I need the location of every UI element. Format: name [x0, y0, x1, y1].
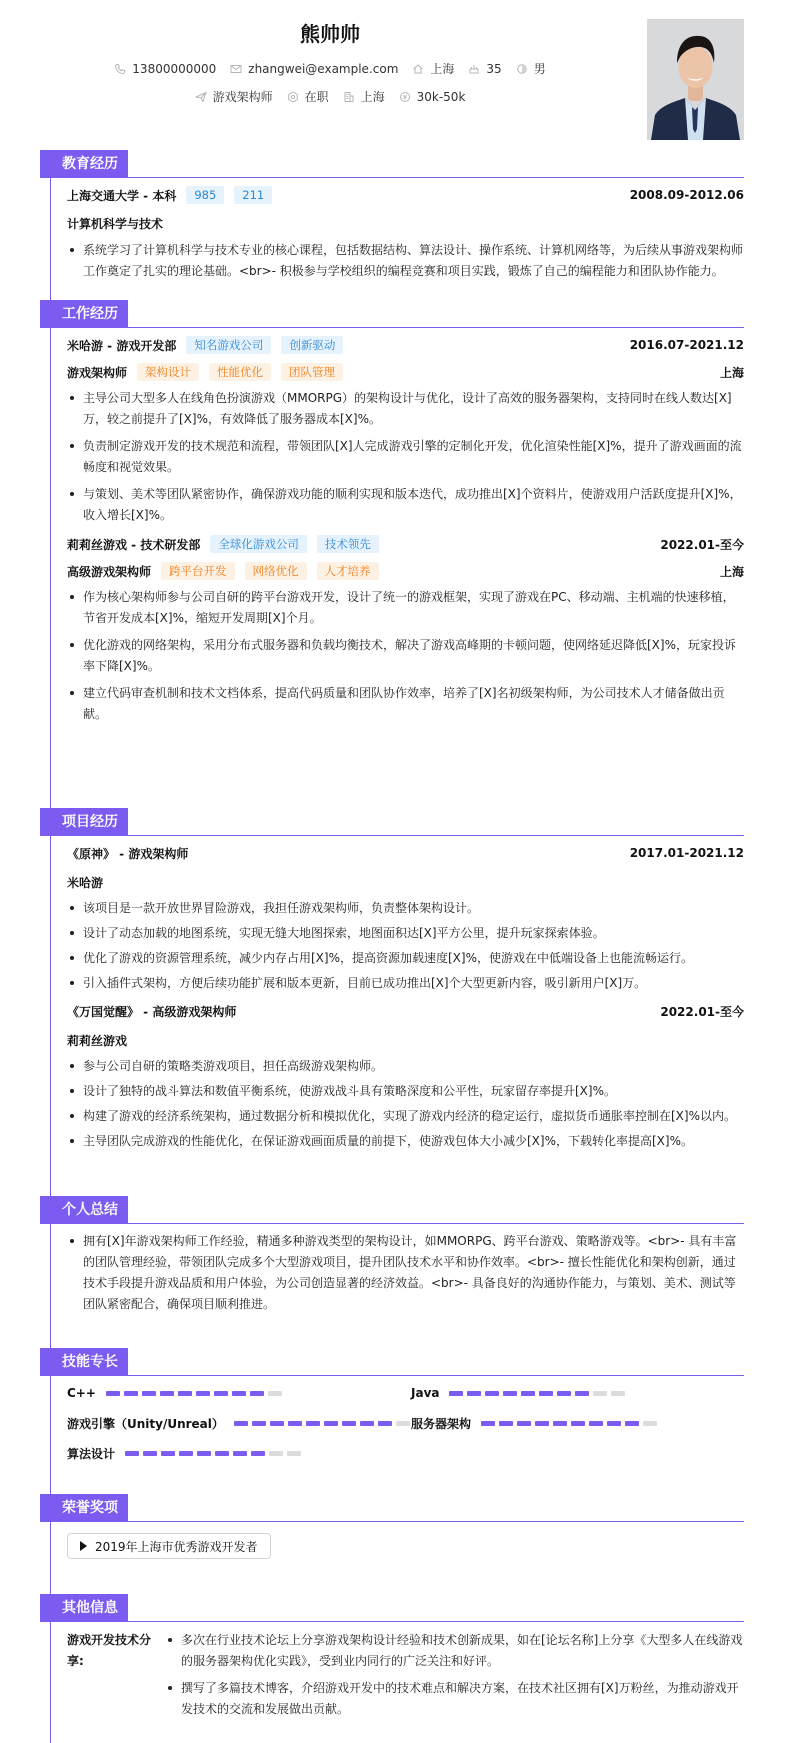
- skill-segment: [161, 1451, 175, 1456]
- other-entry: [67, 1630, 744, 1720]
- skill-item: [67, 1414, 411, 1432]
- education-title: 教育经历: [40, 150, 128, 178]
- major-name: 计算机科学与技术: [67, 216, 164, 231]
- skill-segment: [232, 1391, 246, 1396]
- projects-section: [40, 808, 744, 1152]
- skill-level-bar: [234, 1421, 410, 1426]
- skill-segment: [607, 1421, 621, 1426]
- skill-segment: [589, 1421, 603, 1426]
- skill-segment: [196, 1391, 210, 1396]
- job-role-row: [67, 363, 744, 381]
- role-tag: 跨平台开发: [161, 562, 235, 580]
- location-item: [412, 60, 454, 77]
- summary-bullets: [67, 1231, 744, 1315]
- company-tag: 技术领先: [317, 535, 379, 553]
- bullet-item: 作为核心架构师参与公司自研的跨平台游戏开发，设计了统一的游戏框架，实现了游戏在PC、移动端、主机端的快速移植，节省开发成本[X]%，缩短开发周期[X]个月。: [67, 587, 744, 629]
- company-tag: 全球化游戏公司: [210, 535, 307, 553]
- section-rule: [128, 1621, 744, 1622]
- skill-item: [411, 1384, 741, 1402]
- skill-segment: [360, 1421, 374, 1426]
- role-tag: 性能优化: [209, 363, 271, 381]
- skill-name: C++: [67, 1386, 96, 1400]
- project-row: [67, 1002, 744, 1020]
- skill-name: 算法设计: [67, 1446, 116, 1461]
- email-text: zhangwei@example.com: [248, 61, 399, 76]
- skill-level-bar: [449, 1391, 625, 1396]
- skill-segment: [214, 1391, 228, 1396]
- company-name: 米哈游 - 游戏开发部: [67, 338, 177, 353]
- job-target-item: [195, 88, 273, 105]
- skill-segment: [287, 1451, 301, 1456]
- projects-title: 项目经历: [40, 808, 128, 836]
- bullet-item: 设计了独特的战斗算法和数值平衡系统，使游戏战斗具有策略深度和公平性，玩家留存率提升[X]%。: [67, 1081, 744, 1102]
- status-icon: [287, 91, 299, 103]
- school-tag: 985: [186, 186, 224, 204]
- skill-item: [411, 1414, 741, 1432]
- skill-segment: [270, 1421, 284, 1426]
- skill-segment: [643, 1421, 657, 1426]
- bullet-item: 构建了游戏的经济系统架构，通过数据分析和模拟优化，实现了游戏内经济的稳定运行，虚拟货币通胀率控制在[X]%以内。: [67, 1106, 744, 1127]
- award-badge: [67, 1533, 271, 1559]
- role-name: 游戏架构师: [67, 365, 128, 380]
- candidate-name: 熊帅帅: [300, 22, 360, 46]
- project-bullets: [67, 898, 744, 994]
- skill-segment: [535, 1421, 549, 1426]
- skill-segment: [250, 1391, 264, 1396]
- bullet-item: 主导团队完成游戏的性能优化，在保证游戏画面质量的前提下，使游戏包体大小减少[X]%，下载转化率提高[X]%。: [67, 1131, 744, 1152]
- skill-segment: [553, 1421, 567, 1426]
- section-rule: [128, 1223, 744, 1224]
- project-name: 《原神》 - 游戏架构师: [67, 846, 189, 861]
- project-org: 莉莉丝游戏: [67, 1033, 128, 1048]
- job-company-row: [67, 336, 744, 354]
- location-text: 上海: [430, 62, 455, 76]
- phone-item: [114, 62, 216, 76]
- education-bullets: [67, 240, 744, 282]
- skill-level-bar: [106, 1391, 282, 1396]
- skill-segment: [481, 1421, 495, 1426]
- skill-segment: [306, 1421, 320, 1426]
- job-city: 上海: [719, 365, 744, 380]
- role-name: 高级游戏架构师: [67, 564, 152, 579]
- summary-title: 个人总结: [40, 1196, 128, 1224]
- skill-segment: [215, 1451, 229, 1456]
- job-company-row: [67, 535, 744, 553]
- contact-row: [0, 60, 660, 77]
- skill-segment: [269, 1451, 283, 1456]
- skill-segment: [197, 1451, 211, 1456]
- skill-segment: [106, 1391, 120, 1396]
- bullet-item: 优化了游戏的资源管理系统，减少内存占用[X]%，提高资源加载速度[X]%，使游戏在中低端设备上也能流畅运行。: [67, 948, 744, 969]
- project-row: [67, 844, 744, 862]
- school-name: 上海交通大学 - 本科: [67, 188, 177, 203]
- skill-segment: [179, 1451, 193, 1456]
- job-bullets: [67, 388, 744, 526]
- gender-icon: [516, 63, 528, 75]
- bullet-item: 拥有[X]年游戏架构师工作经验，精通多种游戏类型的架构设计，如MMORPG、跨平台游戏、策略游戏等。<br>- 具有丰富的团队管理经验，带领团队完成多个大型游戏项目，提升团队技术水平和协作效率。<br>- 擅长性能优化和架构创新，通过技术手段提升游戏品质和用户体验，为公司创造显著的经济效益。<br>- 具备良好的沟通协作能力，与策划、美术、测试等团队紧密配合，确保项目顺利推进。: [67, 1231, 744, 1315]
- skill-segment: [485, 1391, 499, 1396]
- bullet-item: 参与公司自研的策略类游戏项目，担任高级游戏架构师。: [67, 1056, 744, 1077]
- home-icon: [412, 63, 424, 75]
- gender-item: [516, 60, 546, 77]
- section-rule: [128, 327, 744, 328]
- work-section: [40, 300, 744, 725]
- section-rule: [128, 1521, 744, 1522]
- profile-photo: [647, 19, 744, 140]
- project-org-row: [67, 1031, 744, 1049]
- job-target-text: 游戏架构师: [212, 90, 273, 104]
- email-item: [230, 62, 398, 76]
- salary-item: [399, 90, 466, 104]
- job-date: 2016.07-2021.12: [629, 338, 744, 352]
- skill-segment: [611, 1391, 625, 1396]
- skill-segment: [449, 1391, 463, 1396]
- skill-item: [67, 1444, 411, 1462]
- skill-segment: [571, 1421, 585, 1426]
- company-tag: 知名游戏公司: [186, 336, 271, 354]
- play-icon: [80, 1541, 87, 1551]
- skill-segment: [252, 1421, 266, 1426]
- job-role-row: [67, 562, 744, 580]
- role-tag: 团队管理: [281, 363, 343, 381]
- other-bullets: [165, 1630, 744, 1720]
- age-item: [468, 62, 501, 76]
- education-date: 2008.09-2012.06: [629, 188, 744, 202]
- skill-segment: [160, 1391, 174, 1396]
- skill-segment: [178, 1391, 192, 1396]
- role-tag: 网络优化: [245, 562, 307, 580]
- skill-segment: [378, 1421, 392, 1426]
- bullet-item: 与策划、美术等团队紧密协作，确保游戏功能的顺利实现和版本迭代，成功推出[X]个资料片，使游戏用户活跃度提升[X]%，收入增长[X]%。: [67, 484, 744, 526]
- skill-segment: [467, 1391, 481, 1396]
- work-city-item: [343, 88, 385, 105]
- bullet-item: 多次在行业技术论坛上分享游戏架构设计经验和技术创新成果，如在[论坛名称]上分享《大型多人在线游戏的服务器架构优化实践》，受到业内同行的广泛关注和好评。: [165, 1630, 744, 1672]
- skills-title: 技能专长: [40, 1348, 128, 1376]
- major-row: [67, 214, 744, 232]
- skill-segment: [575, 1391, 589, 1396]
- job-bullets: [67, 587, 744, 725]
- bullet-item: 负责制定游戏开发的技术规范和流程，带领团队[X]人完成游戏引擎的定制化开发，优化渲染性能[X]%，提升了游戏画面的流畅度和视觉效果。: [67, 436, 744, 478]
- awards-title: 荣誉奖项: [40, 1494, 128, 1522]
- skill-segment: [268, 1391, 282, 1396]
- work-title: 工作经历: [40, 300, 128, 328]
- skill-name: 服务器架构: [411, 1416, 472, 1431]
- phone-text: 13800000000: [132, 61, 217, 76]
- skill-segment: [233, 1451, 247, 1456]
- status-text: 在职: [304, 90, 329, 104]
- awards-section: [40, 1494, 744, 1559]
- skill-name: 游戏引擎（Unity/Unreal）: [67, 1416, 224, 1431]
- school-tag: 211: [234, 186, 272, 204]
- phone-icon: [114, 63, 126, 75]
- section-rule: [128, 835, 744, 836]
- award-text: 2019年上海市优秀游戏开发者: [95, 1539, 258, 1554]
- mail-icon: [230, 63, 242, 75]
- bullet-item: 引入插件式架构，方便后续功能扩展和版本更新，目前已成功推出[X]个大型更新内容，吸引新用户[X]万。: [67, 973, 744, 994]
- skill-name: Java: [411, 1386, 440, 1400]
- coin-icon: [399, 91, 411, 103]
- skill-segment: [342, 1421, 356, 1426]
- salary-text: 30k-50k: [416, 89, 466, 104]
- bullet-item: 系统学习了计算机科学与技术专业的核心课程，包括数据结构、算法设计、操作系统、计算机网络等，为后续从事游戏架构师工作奠定了扎实的理论基础。<br>- 积极参与学校组织的编程竞赛和项目实践，锻炼了自己的编程能力和团队协作能力。: [67, 240, 744, 282]
- skill-segment: [143, 1451, 157, 1456]
- send-icon: [195, 91, 207, 103]
- skill-segment: [625, 1421, 639, 1426]
- skill-item: [67, 1384, 411, 1402]
- cake-icon: [468, 63, 480, 75]
- summary-section: [40, 1196, 744, 1315]
- building-icon: [343, 91, 355, 103]
- section-rule: [128, 177, 744, 178]
- skill-segment: [557, 1391, 571, 1396]
- gender-text: 男: [533, 62, 546, 76]
- project-date: 2017.01-2021.12: [629, 846, 744, 860]
- other-label: 游戏开发技术分享:: [67, 1633, 152, 1668]
- section-rule: [128, 1375, 744, 1376]
- project-date: 2022.01-至今: [660, 1004, 744, 1019]
- bullet-item: 优化游戏的网络架构，采用分布式服务器和负载均衡技术，解决了游戏高峰期的卡顿问题，使网络延迟降低[X]%，玩家投诉率下降[X]%。: [67, 635, 744, 677]
- skill-segment: [499, 1421, 513, 1426]
- education-header: [40, 150, 744, 178]
- skill-level-bar: [481, 1421, 657, 1426]
- project-bullets: [67, 1056, 744, 1152]
- skill-segment: [142, 1391, 156, 1396]
- skills-section: [40, 1348, 744, 1462]
- skill-segment: [503, 1391, 517, 1396]
- job-date: 2022.01-至今: [660, 537, 744, 552]
- bullet-item: 主导公司大型多人在线角色扮演游戏（MMORPG）的架构设计与优化，设计了高效的服务器架构，支持同时在线人数达[X]万，较之前提升了[X]%，有效降低了服务器成本[X]%。: [67, 388, 744, 430]
- job-city: 上海: [719, 564, 744, 579]
- work-city-text: 上海: [360, 90, 385, 104]
- age-text: 35: [486, 61, 502, 76]
- bullet-item: 设计了动态加载的地图系统，实现无缝大地图探索，地图面积达[X]平方公里，提升玩家探索体验。: [67, 923, 744, 944]
- skill-segment: [324, 1421, 338, 1426]
- other-title: 其他信息: [40, 1594, 128, 1622]
- project-name: 《万国觉醒》 - 高级游戏架构师: [67, 1004, 237, 1019]
- bullet-item: 该项目是一款开放世界冒险游戏，我担任游戏架构师，负责整体架构设计。: [67, 898, 744, 919]
- job-intent-row: [0, 88, 660, 105]
- project-org-row: [67, 873, 744, 891]
- skill-segment: [593, 1391, 607, 1396]
- resume-header: [0, 0, 794, 160]
- skill-segment: [517, 1421, 531, 1426]
- status-item: [287, 88, 329, 105]
- skill-segment: [396, 1421, 410, 1426]
- skill-segment: [539, 1391, 553, 1396]
- bullet-item: 建立代码审查机制和技术文档体系，提高代码质量和团队协作效率，培养了[X]名初级架构师，为公司技术人才储备做出贡献。: [67, 683, 744, 725]
- other-section: [40, 1594, 744, 1720]
- role-tag: 架构设计: [137, 363, 199, 381]
- project-org: 米哈游: [67, 875, 104, 890]
- education-section: [40, 150, 744, 282]
- role-tag: 人才培养: [317, 562, 379, 580]
- education-row: [67, 186, 744, 204]
- company-name: 莉莉丝游戏 - 技术研发部: [67, 537, 201, 552]
- company-tag: 创新驱动: [281, 336, 343, 354]
- skill-grid: [67, 1384, 744, 1462]
- skill-segment: [124, 1391, 138, 1396]
- skill-segment: [251, 1451, 265, 1456]
- skill-segment: [234, 1421, 248, 1426]
- bullet-item: 撰写了多篇技术博客，介绍游戏开发中的技术难点和解决方案，在技术社区拥有[X]万粉丝，为推动游戏开发技术的交流和发展做出贡献。: [165, 1678, 744, 1720]
- skill-level-bar: [125, 1451, 301, 1456]
- skill-segment: [125, 1451, 139, 1456]
- skill-segment: [288, 1421, 302, 1426]
- skill-segment: [521, 1391, 535, 1396]
